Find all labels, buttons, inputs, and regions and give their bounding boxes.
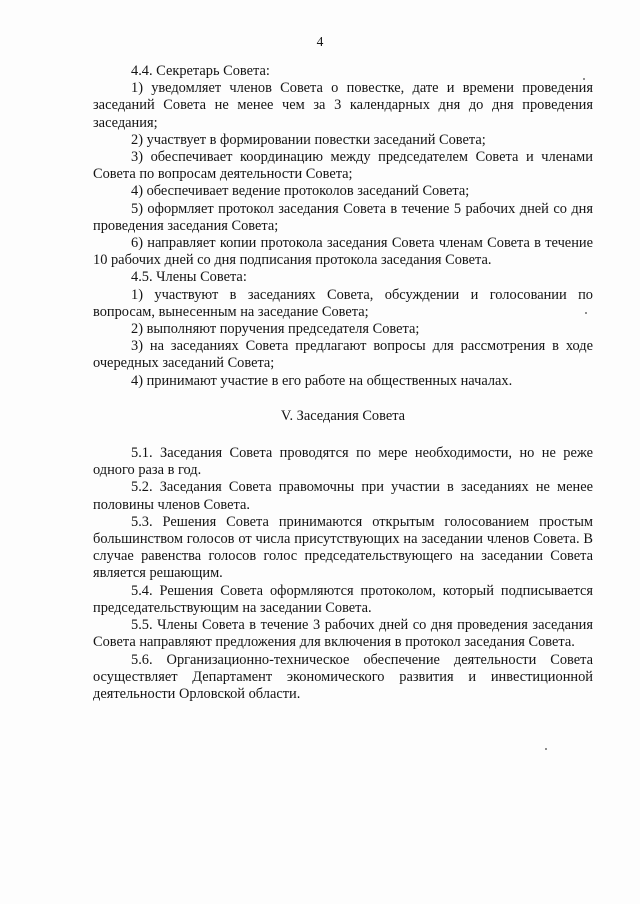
paragraph-4-4-5: 5) оформляет протокол заседания Совета в течение 5 рабочих дней со дня проведения заседания Совета; <box>93 200 593 234</box>
paragraph-4-4-4: 4) обеспечивает ведение протоколов заседаний Совета; <box>131 183 470 200</box>
section-heading: V. Заседания Совета <box>280 407 406 424</box>
paragraph-4-4-2: 2) участвует в формировании повестки заседаний Совета; <box>131 131 486 148</box>
paragraph-4-5-2: 2) выполняют поручения председателя Совета; <box>131 321 420 338</box>
paragraph-4-4-3: 3) обеспечивает координацию между председателем Совета и членами Совета по вопросам деятельности Совета; <box>93 149 593 183</box>
paragraph-4-4: 4.4. Секретарь Совета: <box>131 63 270 79</box>
paragraph-4-5: 4.5. Члены Совета: <box>131 269 247 286</box>
scan-speck <box>545 748 547 750</box>
paragraph-5-6: 5.6. Организационно-техническое обеспечение деятельности Совета осуществляет Департамент экономического развития и инвестиционной деятельности Орловской области. <box>93 651 593 702</box>
paragraph-4-5-3: 3) на заседаниях Совета предлагают вопросы для рассмотрения в ходе очередных заседаний Совета; <box>93 338 593 372</box>
paragraph-4-5-4: 4) принимают участие в его работе на общественных началах. <box>131 372 513 389</box>
paragraph-5-3: 5.3. Решения Совета принимаются открытым голосованием простым большинством голосов от числа присутствующих на заседании членов Совета. В случае равенства голосов голос председательствующего на заседании Совета является решающим. <box>93 513 593 582</box>
paragraph-5-5: 5.5. Члены Совета в течение 3 рабочих дней со дня проведения заседания Совета направляют предложения для включения в протокол заседания Совета. <box>93 617 593 651</box>
paragraph-5-2: 5.2. Заседания Совета правомочны при участии в заседаниях не менее половины членов Совета. <box>93 479 593 513</box>
paragraph-5-1: 5.1. Заседания Совета проводятся по мере необходимости, но не реже одного раза в год. <box>93 445 593 479</box>
paragraph-4-4-1: 1) уведомляет членов Совета о повестке, дате и времени проведения заседаний Совета не менее чем за 3 календарных дня до дня проведения заседания; <box>93 80 593 131</box>
paragraph-4-5-1: 1) участвуют в заседаниях Совета, обсуждении и голосовании по вопросам, вынесенным на заседание Совета; <box>93 286 593 320</box>
document-body <box>93 63 593 703</box>
paragraph-5-4: 5.4. Решения Совета оформляются протоколом, который подписывается председательствующим на заседании Совета. <box>93 582 593 616</box>
page-number: 4 <box>316 34 324 49</box>
paragraph-4-4-6: 6) направляет копии протокола заседания Совета членам Совета в течение 10 рабочих дней со дня подписания протокола заседания Совета. <box>93 235 593 269</box>
